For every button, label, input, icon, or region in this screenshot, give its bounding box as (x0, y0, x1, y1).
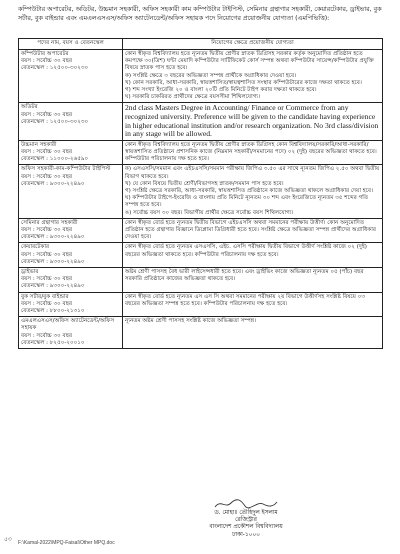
qualification-cell (123, 317, 383, 349)
signature-block (176, 498, 316, 539)
post-pay-scale: বেতনস্কেল : ১২৫০০-৩০২৩০ (21, 118, 89, 125)
post-age-limit: বয়স : সর্বোচ্চ ৩০ বছর (21, 227, 73, 234)
post-name: কম্পিউটার অপারেটর (21, 51, 69, 57)
post-cell (19, 103, 123, 140)
qualification-line: গ) শব্দ সংখ্যা ইংরেজি ২০ ও বাংলা ২০টি প্রতি মিনিটে টাইপ করার দক্ষতা থাকতে হবে। (125, 87, 317, 94)
signature-scribble (211, 498, 281, 510)
qualification-line: ক) সংশ্লিষ্ট ক্ষেত্রে ৩ বছরের অভিজ্ঞতা সম্পন্ন প্রার্থীকে অগ্রাধিকার দেওয়া হবে। (125, 72, 297, 79)
post-cell (19, 50, 123, 103)
qualification-cell (123, 50, 383, 103)
qualification-line: ক) এসএসসি/সমমান এবং এইচএসসি/সমমান পরীক্ষায় জিপিএ ৩.৫০ এর সাথে ন্যূনতম জিপিএ ২.৫০ অথবা দ্বিতীয় বিভাগ থাকতে হবে। (125, 166, 380, 180)
table-row (19, 268, 383, 293)
qualification-cell (123, 165, 383, 218)
table-row (19, 140, 383, 165)
post-pay-scale: বেতনস্কেল : ৮২৫০-২০০১০ (21, 339, 85, 346)
post-name: অফিস সহকারী-কাম-কম্পিউটার টাইপিস্ট (21, 166, 111, 173)
signatory-name: ড. মোহাঃ তৌহিদুল ইসলাম (214, 510, 278, 516)
qualification-line: কোন স্বীকৃত বোর্ড হতে ন্যূনতম এস এস সি অথবা সমমানের পরীক্ষায় ২য় বিভাগে উত্তীর্ণসহ সংশ্লিষ্ট বিষয়ে ০৩ বছরের অভিজ্ঞতা সম্পন্ন হতে হবে। কম্পিউটার পরিচালনায় দক্ষ হতে হবে। (125, 293, 365, 307)
page-mark: ৫৩ (4, 536, 12, 543)
post-age-limit: বয়স : সর্বোচ্চ ৩০ বছর (21, 149, 73, 155)
qualification-cell (123, 103, 383, 140)
post-name: অডিটর (21, 104, 38, 111)
qualification-cell (123, 268, 383, 293)
file-path: F:\Kamal-2022\MPQ-Faisal\Other MPQ.doc (18, 540, 115, 546)
intro-paragraph: কম্পিউটার অপারেটর, অডিটর, উচ্চমান সহকারী, অফিস সহকারী কাম কম্পিউটার টাইপিস্ট, সেমিনার গ্রন্থাগার সহকারী, কেয়ারটেকার, ড্রাইভার, বুক সর্টার, বুক বাইন্ডার এবং এমএলএসএস/অফিস অ্যাটেনডেন্ট/অফিস সহায়ক পদে নিয়োগের প্রয়োজনীয় যোগ্যতা (এমপিভিত্তি): (18, 6, 382, 22)
post-name: কেয়ারটেকার (21, 244, 50, 251)
qualification-line: ঘ) সরকারি চাকরিরত প্রার্থীদের ক্ষেত্রে বয়সসীমা শিথিলযোগ্য। (125, 94, 261, 101)
post-pay-scale: বেতনস্কেল : ৮৮০০-২১৩১০ (21, 308, 85, 315)
post-name: বুক সর্টার/বুক বাইন্ডার (21, 293, 69, 300)
qualification-line: কোন স্বীকৃত বোর্ড হতে ন্যূনতম এসএসসি, এইচ. এসসি পরীক্ষায় দ্বিতীয় বিভাগে উত্তীর্ণ সংশ্লিষ্ট কাজে ০২ (দুই) বছরের অভিজ্ঞতা থাকতে হবে। কম্পিউটার পরিচালনায় দক্ষ হতে হবে। (125, 244, 367, 258)
post-age-limit: বয়স : সর্বোচ্চ ৩০ বছর (21, 111, 73, 118)
post-cell (19, 317, 123, 349)
qualification-line: ঘ) কম্পিউটার টাইপে-ইংরেজি ও বাংলায় প্রতি মিনিটে ন্যূনতম ৩০ শব্দ এবং ইংরেজিতে ন্যূনতম ৩৫ শব্দের গতি সম্পন্ন হতে হবে। (125, 195, 369, 209)
table-row (19, 103, 383, 140)
post-pay-scale: বেতনস্কেল : ৯৩০০-২২৪৯০ (21, 234, 85, 241)
post-age-limit: বয়স : সর্বোচ্চ ৩০ বছর (21, 276, 73, 283)
post-name: এমএলএসএস/অফিস অ্যাটেনডেন্ট/অফিস সহায়ক (21, 318, 115, 332)
post-pay-scale: বেতনস্কেল : ৯৩০০-২২৪৯০ (21, 283, 85, 290)
qualification-line: অষ্টম শ্রেণী পাসসহ বৈধ ভারী লাইসেন্সধারী হতে হবে। এবং ড্রাইভিং কাজে অভিজ্ঞতা ন্যূনতম ০৫ (পাঁচ) বছর সরকারি প্রতিষ্ঠানে কাজের অভিজ্ঞতা থাকতে হবে। (125, 269, 364, 283)
post-pay-scale: বেতনস্কেল : ৯৩০০-২২৪৯০ (21, 180, 85, 187)
post-name: সেমিনার গ্রন্থাগার সহকারী (21, 219, 78, 226)
post-cell (19, 268, 123, 293)
qualification-line: খ) কোন সরকারি, আধা-সরকারি, স্বায়ত্তশাসিত/স্বায়ত্বশাসিত সংস্থার কম্পিউটারের কাজে দক্ষতা থাকতে হবে। (125, 79, 362, 86)
post-cell (19, 243, 123, 268)
qualification-line: ঙ) সর্বোচ্চ বয়স ৩০ বছর। বিভাগীয় প্রার্থীর ক্ষেত্রে সর্বোচ্চ বয়স শিথিলযোগ্য। (125, 209, 294, 216)
qualification-cell (123, 292, 383, 317)
signatory-title: রেজিস্ট্রার (235, 517, 257, 524)
post-pay-scale: বেতনস্কেল : ১১০০০-২৬৫৯০ (21, 156, 89, 163)
table-row (19, 317, 383, 349)
post-cell (19, 292, 123, 317)
post-age-limit: বয়স : সর্বোচ্চ ৩০ বছর (21, 300, 73, 307)
post-age-limit: বয়স : সর্বোচ্চ ৩০ বছর (21, 58, 73, 65)
post-age-limit: বয়স : সর্বোচ্চ ৩০ বছর (21, 251, 73, 258)
header-qualification: নিয়োগের ক্ষেত্রে প্রয়োজনীয় যোগ্যতা (123, 39, 383, 50)
post-cell (19, 165, 123, 218)
post-cell (19, 218, 123, 243)
header-post: পদের নাম, বয়স ও বেতনস্কেল (19, 39, 123, 50)
table-header-row (19, 39, 383, 50)
signatory-place: ঢাকা-১০০০ (232, 531, 260, 538)
qualification-cell (123, 140, 383, 165)
qualification-line: কোন স্বীকৃত বিশ্ববিদ্যালয় হতে ন্যূনতম দ্বিতীয় শ্রেণীর স্নাতক ডিগ্রিসহ কোন বিশ্ববিদ্যালয়/সরকারি/আধা-সরকারি/স্বায়ত্তশাসিত প্রতিষ্ঠানে প্রশাসনিক কাজে (নিম্নমান সহকারী/সমমানের পদে) ০২ (দুই) বছরের অভিজ্ঞতা থাকতে হবে। কম্পিউটার পরিচালনায় দক্ষ হতে হবে। (125, 141, 377, 163)
table-row (19, 165, 383, 218)
qualification-line: কোন স্বীকৃত বিশ্ববিদ্যালয় হতে ন্যূনতম দ্বিতীয় শ্রেণীর স্নাতক ডিগ্রিসহ সরকার কর্তৃক অনুমোদিত প্রতিষ্ঠান হতে কমপক্ষে ৩০(ত্রিশ) ঘন্টা মেয়াদি কম্পিউটার সার্টিফিকেট কোর্স সম্পন্ন অথবা কম্পিউটার সায়েন্স/কম্পিউটার প্রযুক্তি বিষয়ে স্নাতক পাস হতে হবে। (125, 51, 374, 72)
table-row (19, 218, 383, 243)
qualification-line: কোন স্বীকৃত বোর্ড হতে ন্যূনতম দ্বিতীয় বিভাগে এইচএসসি অথবা সমমানের পরীক্ষায় উত্তীর্ণ। কোন অনুমোদিত প্রতিষ্ঠান হতে গ্রন্থাগার বিজ্ঞানে ডিপ্লোমা ডিগ্রিধারী হতে হবে। সংশ্লিষ্ট ক্ষেত্রে অভিজ্ঞতা সম্পন্ন প্রার্থীদের অগ্রাধিকার দেওয়া হবে। (125, 219, 376, 241)
qualification-cell (123, 218, 383, 243)
post-pay-scale: বেতনস্কেল : ৯৩০০-২২৪৯০ (21, 258, 85, 265)
requirements-table (18, 38, 383, 349)
post-name: ড্রাইভার (21, 269, 39, 276)
qualification-cell (123, 243, 383, 268)
signatory-org: বাংলাদেশ প্রকৌশল বিশ্ববিদ্যালয় (209, 524, 283, 531)
post-age-limit: বয়স : সর্বোচ্চ ৩০ বছর (21, 332, 73, 339)
qualification-line: খ) যে কোন বিষয়ে দ্বিতীয় শ্রেণী/বিভাগসহ স্নাতক/সমমান পাস হতে হবে। (125, 180, 284, 187)
table-row (19, 50, 383, 103)
table-row (19, 243, 383, 268)
post-age-limit: বয়স : সর্বোচ্চ ৩০ বছর (21, 173, 73, 180)
qualification-line: গ) সংশ্লিষ্ট ক্ষেত্রে সরকারি, আধা-সরকারি, স্বায়ত্তশাসিত প্রতিষ্ঠানে কাজে অভিজ্ঞতা থাকলে অগ্রাধিকার দেয়া হবে। (125, 188, 374, 195)
post-pay-scale: বেতনস্কেল : ১২৫০০-৩০২৩০ (21, 65, 89, 72)
qualification-line: ন্যূনতম অষ্টম শ্রেণী পাসসহ সংশ্লিষ্ট কাজে অভিজ্ঞতা সম্পন্ন। (125, 318, 257, 325)
post-cell (19, 140, 123, 165)
table-row (19, 292, 383, 317)
qualification-english: 2nd class Masters Degree in Accounting/ Finance or Commerce from any recognized university. Preference will be given to the candidate having experience in higher educational institution and/or research organization. No 3rd class/division in any stage will be allowed. (125, 103, 379, 139)
post-name: উচ্চমান সহকারী (21, 141, 57, 148)
